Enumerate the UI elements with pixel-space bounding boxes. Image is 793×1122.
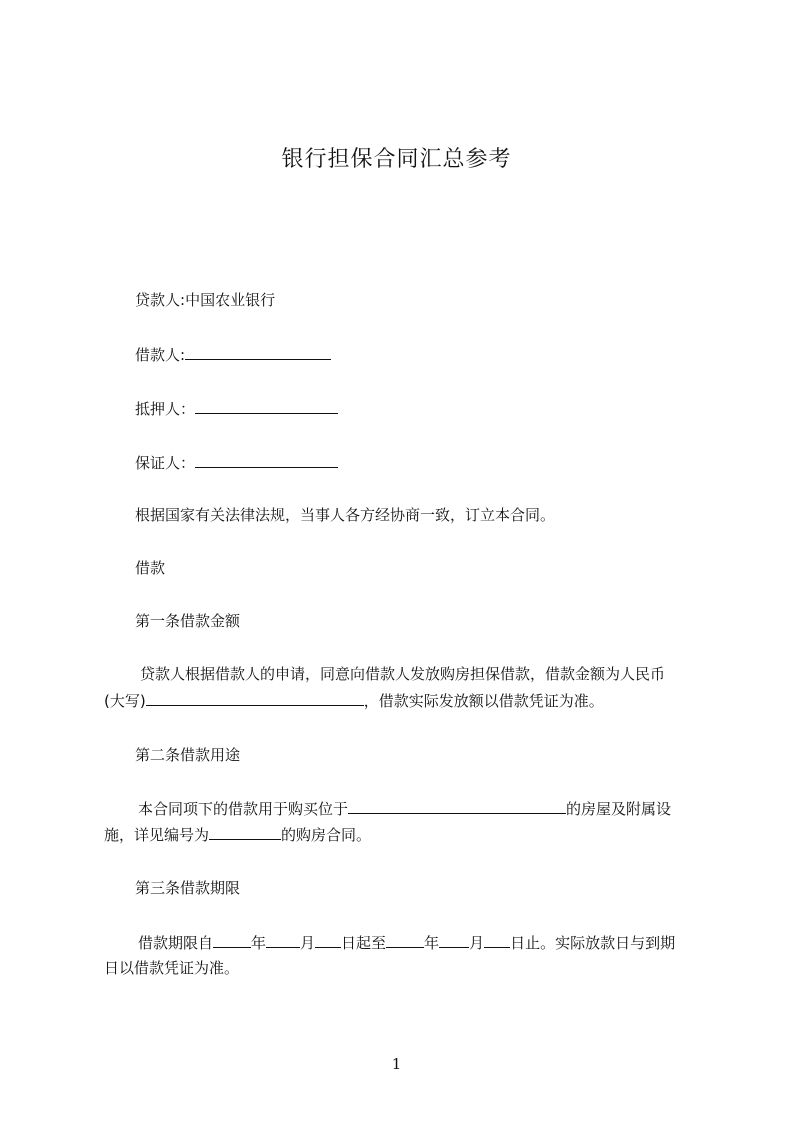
loan-amount-blank [146,690,364,706]
article2-line1-prefix: 本合同项下的借款用于购买位于 [138,800,349,818]
document-title: 银行担保合同汇总参考 [281,147,512,172]
end-month-blank [439,932,469,948]
lender-value: 中国农业银行 [185,291,276,309]
start-day-blank [315,932,341,948]
article2-line2-prefix: 施，详见编号为 [104,826,210,844]
start-month-blank [266,932,300,948]
article1-line2 [104,690,702,711]
article3-line2: 日以借款凭证为准。 [104,959,240,977]
mortgagor-label: 抵押人： [135,400,196,418]
article2-line2 [104,824,702,845]
article1-line2-prefix: (大写) [104,692,146,710]
guarantor-label: 保证人： [135,454,196,472]
article1-line1: 贷款人根据借款人的申请，同意向借款人发放购房担保借款，借款金额为人民币 [140,665,666,683]
end-year-blank [386,932,424,948]
article3-line1 [104,932,702,953]
article1-line2-suffix: ，借款实际发放额以借款凭证为准。 [363,692,604,710]
article1-heading: 第一条借款金额 [135,612,241,630]
property-location-blank [348,798,566,814]
article2-line2-suffix: 的购房合同。 [281,826,372,844]
article3-text-year: 年 [251,934,267,952]
preamble-text: 根据国家有关法律法规，当事人各方经协商一致，订立本合同。 [135,506,556,524]
page-number: 1 [391,1055,402,1073]
lender-label: 贷款人: [135,291,186,309]
mortgagor-line [135,398,338,419]
guarantor-line [135,452,338,473]
borrower-label: 借款人: [135,346,186,364]
borrower-line [135,344,331,365]
article2-line1-suffix: 的房屋及附属设 [566,800,672,818]
start-year-blank [213,932,251,948]
article3-text-end-year: 年 [424,934,440,952]
article3-text-end: 日止。实际放款日与到期 [510,934,676,952]
article3-text-until: 日起至 [341,934,387,952]
article2-line1 [104,798,702,819]
end-day-blank [484,932,510,948]
borrower-blank [185,344,331,360]
article2-heading: 第二条借款用途 [135,746,241,764]
mortgagor-blank [195,398,338,414]
contract-number-blank [209,824,281,840]
section-loan-heading: 借款 [135,559,166,577]
lender-line [135,290,275,310]
article3-text-month: 月 [300,934,316,952]
article3-text-start: 借款期限自 [138,934,214,952]
guarantor-blank [195,452,338,468]
article3-text-end-month: 月 [469,934,485,952]
article3-heading: 第三条借款期限 [135,879,241,897]
